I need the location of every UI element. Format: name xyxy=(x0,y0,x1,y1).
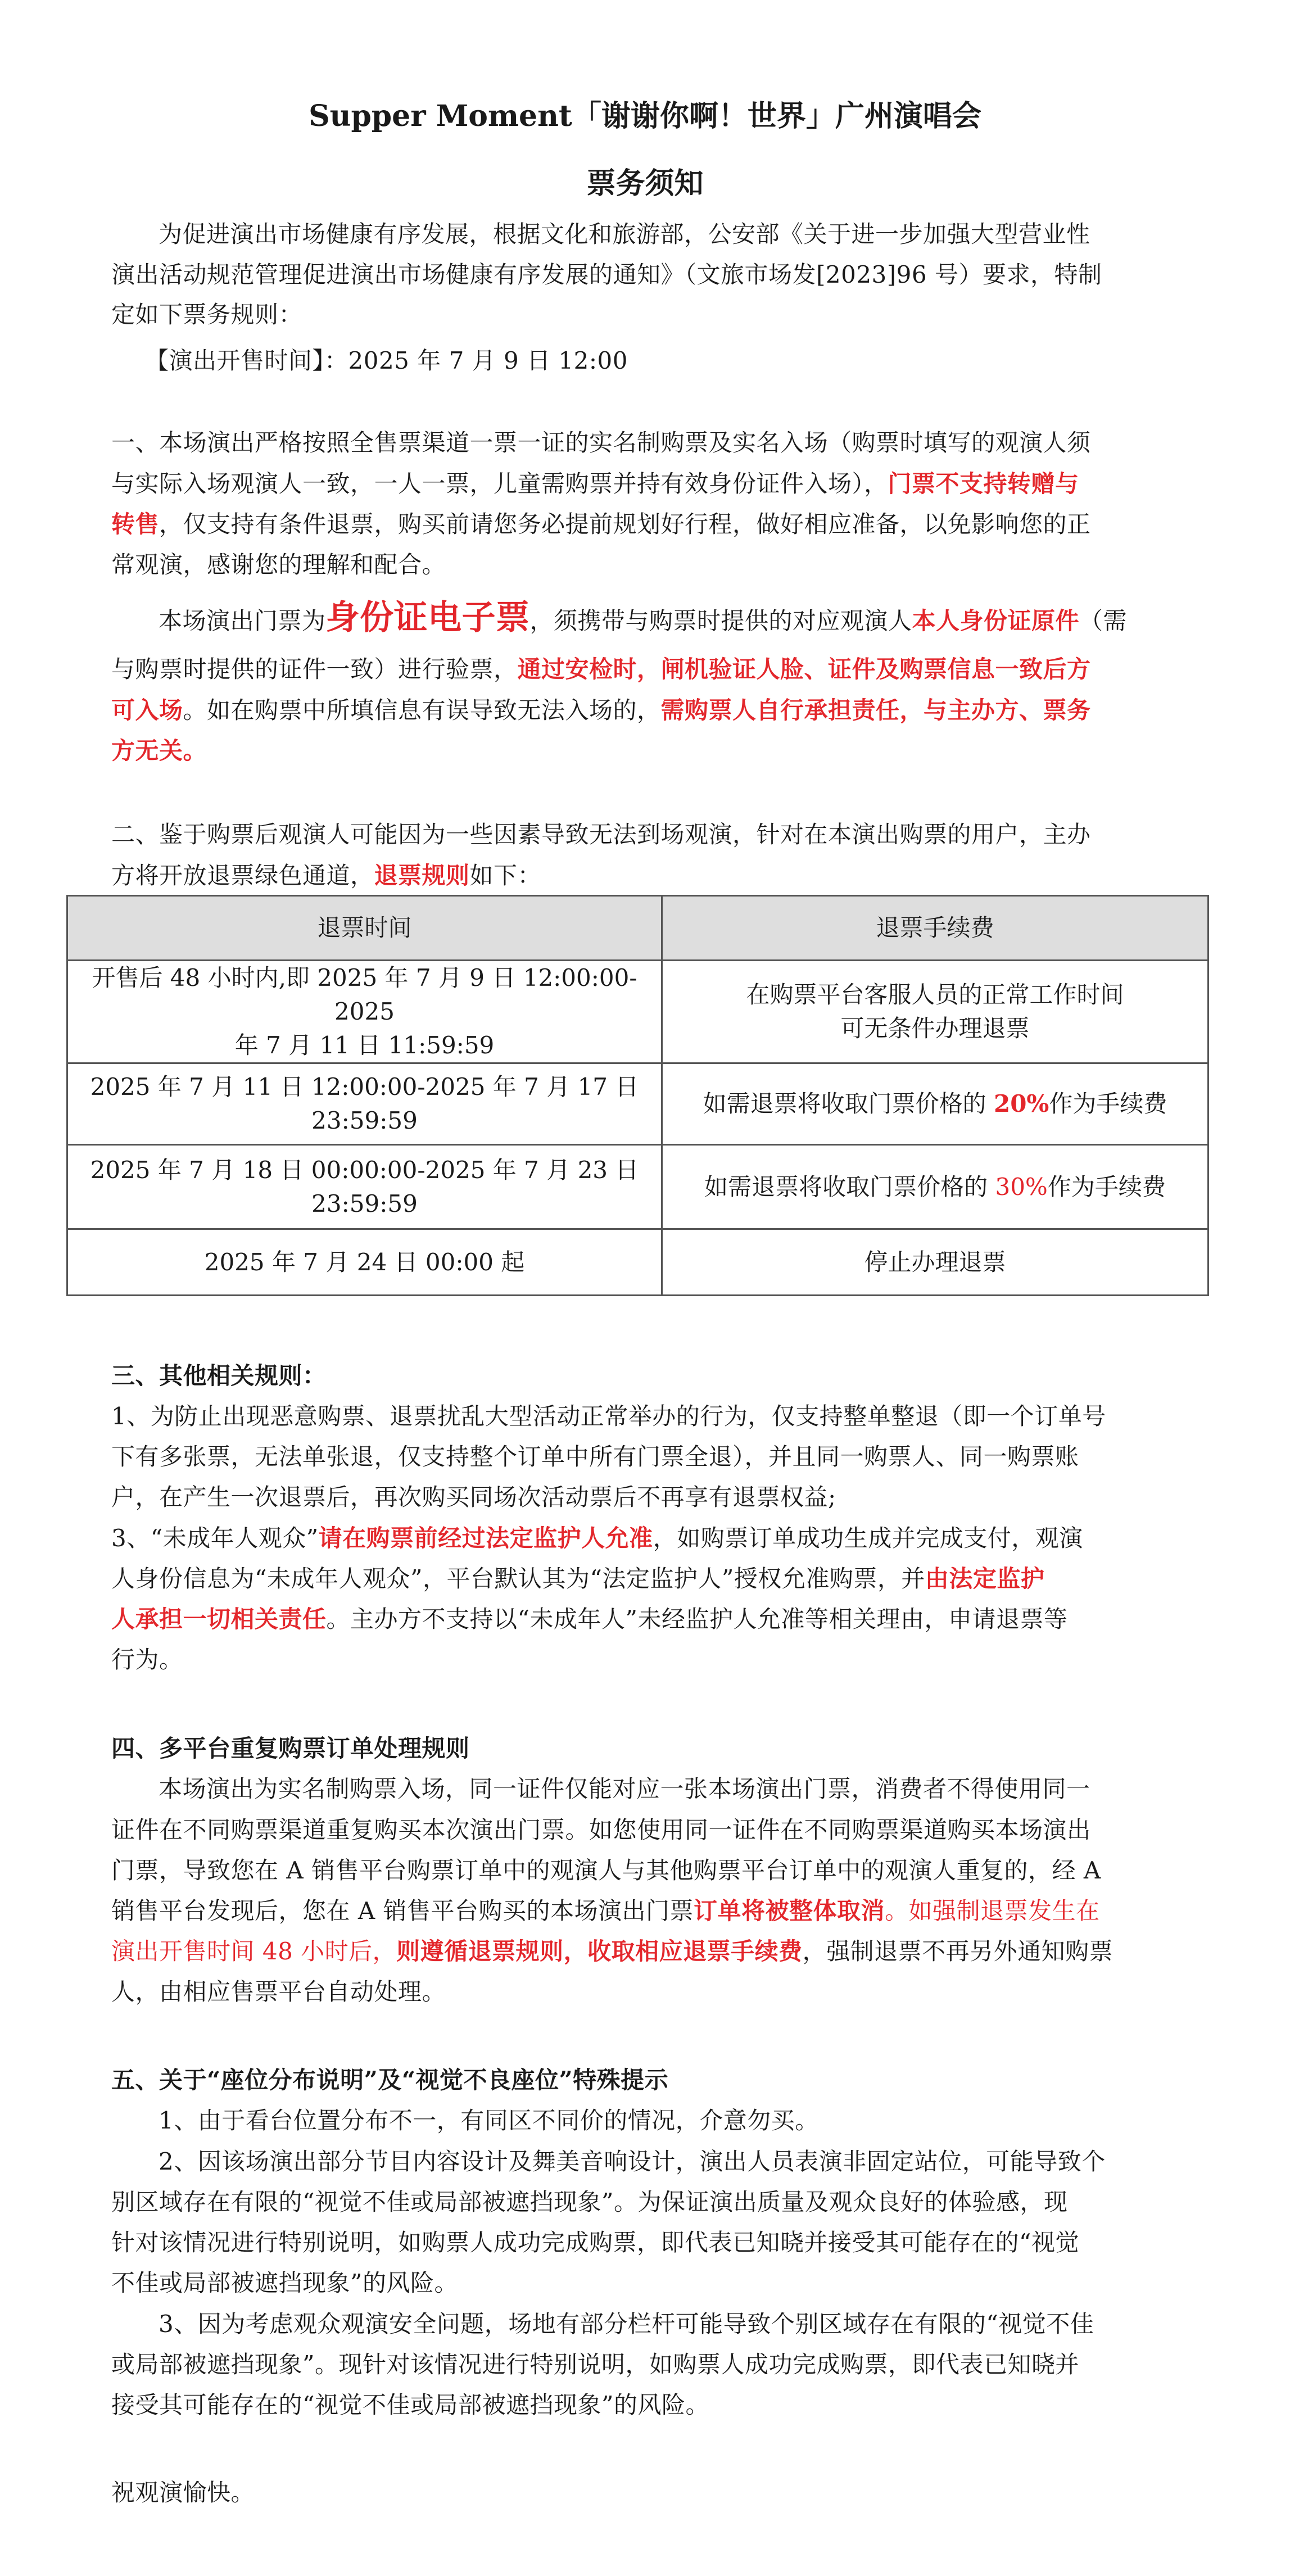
s1-line-4: 常观演，感谢您的理解和配合。 xyxy=(111,551,446,578)
s4-line-1: 本场演出为实名制购票入场，同一证件仅能对应一张本场演出门票，消费者不得使用同一 xyxy=(159,1775,1090,1803)
table-row xyxy=(67,1229,1208,1296)
s3-line-5: 人身份信息为“未成年人观众”，平台默认其为“法定监护人”授权允准购票，并由法定监护 xyxy=(111,1565,1045,1592)
closing-line: 祝观演愉快。 xyxy=(111,2479,255,2506)
fee-percentage: 20% xyxy=(993,1090,1049,1117)
intro-line-3: 定如下票务规则： xyxy=(111,301,303,328)
s1-para2-line-3: 可入场。如在购票中所填信息有误导致无法入场的，需购票人自行承担责任，与主办方、票务 xyxy=(111,696,1091,724)
s4-line-4: 销售平台发现后，您在 A 销售平台购买的本场演出门票订单将被整体取消。如强制退票发生在 xyxy=(111,1897,1100,1925)
s5-line-8: 接受其可能存在的“视觉不佳或局部被遮挡现象”的风险。 xyxy=(111,2391,709,2419)
header-refund-fee: 退票手续费 xyxy=(662,896,1208,961)
s4-line-2: 证件在不同购票渠道重复购买本次演出门票。如您使用同一证件在不同购票渠道购买本场演出 xyxy=(111,1816,1091,1844)
s5-line-5: 不佳或局部被遮挡现象”的风险。 xyxy=(111,2269,458,2297)
s1-highlight-no-transfer: 门票不支持转赠与 xyxy=(888,470,1079,497)
s5-line-6: 3、因为考虑观众观演安全问题，场地有部分栏杆可能导致个别区域存在有限的“视觉不佳 xyxy=(159,2310,1094,2338)
table-header-row xyxy=(67,896,1208,961)
page-title: Supper Moment「谢谢你啊！世界」广州演唱会 xyxy=(309,99,981,133)
s1-line-3: 转售，仅支持有条件退票，购买前请您务必提前规划好行程，做好相应准备，以免影响您的正 xyxy=(111,510,1091,538)
s5-line-4: 针对该情况进行特别说明，如购票人成功完成购票，即代表已知晓并接受其可能存在的“视觉 xyxy=(111,2229,1079,2256)
s3-heading: 三、其他相关规则： xyxy=(111,1362,327,1389)
s1-para2-line-2: 与购票时提供的证件一致）进行验票，通过安检时，闸机验证人脸、证件及购票信息一致后方 xyxy=(111,655,1091,683)
table-row xyxy=(67,961,1208,1063)
s1-line-1: 一、本场演出严格按照全售票渠道一票一证的实名制购票及实名入场（购票时填写的观演人须 xyxy=(111,429,1091,456)
s5-line-3: 别区域存在有限的“视觉不佳或局部被遮挡现象”。为保证演出质量及观众良好的体验感，现 xyxy=(111,2188,1068,2216)
s5-line-7: 或局部被遮挡现象”。现针对该情况进行特别说明，如购票人成功完成购票，即代表已知晓并 xyxy=(111,2351,1079,2378)
s3-line-6: 人承担一切相关责任。主办方不支持以“未成年人”未经监护人允准等相关理由，申请退票等 xyxy=(111,1605,1068,1633)
s4-line-6: 人，由相应售票平台自动处理。 xyxy=(111,1978,446,2005)
s5-line-1: 1、由于看台位置分布不一，有同区不同价的情况，介意勿买。 xyxy=(159,2107,819,2134)
table-row xyxy=(67,1145,1208,1229)
s1-para2-line-4: 方无关。 xyxy=(111,737,207,764)
s3-line-1: 1、为防止出现恶意购票、退票扰乱大型活动正常举办的行为，仅支持整单整退（即一个订单号 xyxy=(111,1402,1106,1430)
refund-fee-cell: 在购票平台客服人员的正常工作时间 可无条件办理退票 xyxy=(662,961,1208,1063)
intro-line-2: 演出活动规范管理促进演出市场健康有序发展的通知》（文旅市场发[2023]96 号）要求，特制 xyxy=(111,261,1102,288)
s3-line-2: 下有多张票，无法单张退，仅支持整个订单中所有门票全退），并且同一购票人、同一购票账 xyxy=(111,1443,1079,1470)
s4-line-5: 演出开售时间 48 小时后，则遵循退票规则，收取相应退票手续费，强制退票不再另外通知购票 xyxy=(111,1937,1114,1965)
table-row xyxy=(67,1063,1208,1145)
id-e-ticket-highlight: 身份证电子票 xyxy=(325,598,530,637)
s1-line-2: 与实际入场观演人一致，一人一票，儿童需购票并持有效身份证件入场），门票不支持转赠与 xyxy=(111,470,1079,497)
refund-rules-table xyxy=(66,895,1209,1296)
refund-fee-cell: 停止办理退票 xyxy=(662,1229,1208,1296)
s2-line-1: 二、鉴于购票后观演人可能因为一些因素导致无法到场观演，针对在本演出购票的用户，主办 xyxy=(111,821,1091,848)
header-refund-time: 退票时间 xyxy=(67,896,662,961)
refund-time-cell: 2025 年 7 月 11 日 12:00:00-2025 年 7 月 17 日 23:59:59 xyxy=(67,1063,662,1145)
s3-line-7: 行为。 xyxy=(111,1646,183,1673)
refund-time-cell: 2025 年 7 月 24 日 00:00 起 xyxy=(67,1229,662,1296)
sale-time: 【演出开售时间】：2025 年 7 月 9 日 12:00 xyxy=(145,347,628,374)
refund-time-cell: 2025 年 7 月 18 日 00:00:00-2025 年 7 月 23 日 23:59:59 xyxy=(67,1145,662,1229)
s3-line-4: 3、“未成年人观众”请在购票前经过法定监护人允准，如购票订单成功生成并完成支付，观演 xyxy=(111,1524,1083,1552)
refund-fee-cell: 如需退票将收取门票价格的 30%作为手续费 xyxy=(662,1145,1208,1229)
s5-heading: 五、关于“座位分布说明”及“视觉不良座位”特殊提示 xyxy=(111,2066,669,2094)
s2-line-2: 方将开放退票绿色通道，退票规则如下： xyxy=(111,862,542,889)
intro-line-1: 为促进演出市场健康有序发展，根据文化和旅游部，公安部《关于进一步加强大型营业性 xyxy=(159,220,1090,248)
fee-percentage: 30% xyxy=(995,1172,1048,1201)
refund-time-cell: 开售后 48 小时内,即 2025 年 7 月 9 日 12:00:00-2025 年 7 月 11 日 11:59:59 xyxy=(67,961,662,1063)
refund-fee-cell: 如需退票将收取门票价格的 20%作为手续费 xyxy=(662,1063,1208,1145)
s3-line-3: 户，在产生一次退票后，再次购买同场次活动票后不再享有退票权益; xyxy=(111,1483,836,1511)
s4-heading: 四、多平台重复购票订单处理规则 xyxy=(111,1735,470,1762)
s5-line-2: 2、因该场演出部分节目内容设计及舞美音响设计，演出人员表演非固定站位，可能导致个 xyxy=(159,2148,1106,2175)
page-subtitle: 票务须知 xyxy=(586,166,704,201)
s4-line-3: 门票，导致您在 A 销售平台购票订单中的观演人与其他购票平台订单中的观演人重复的，经 A xyxy=(111,1857,1101,1884)
s1-para2-line-1: 本场演出门票为身份证电子票，须携带与购票时提供的对应观演人本人身份证原件（需 xyxy=(159,598,1128,637)
